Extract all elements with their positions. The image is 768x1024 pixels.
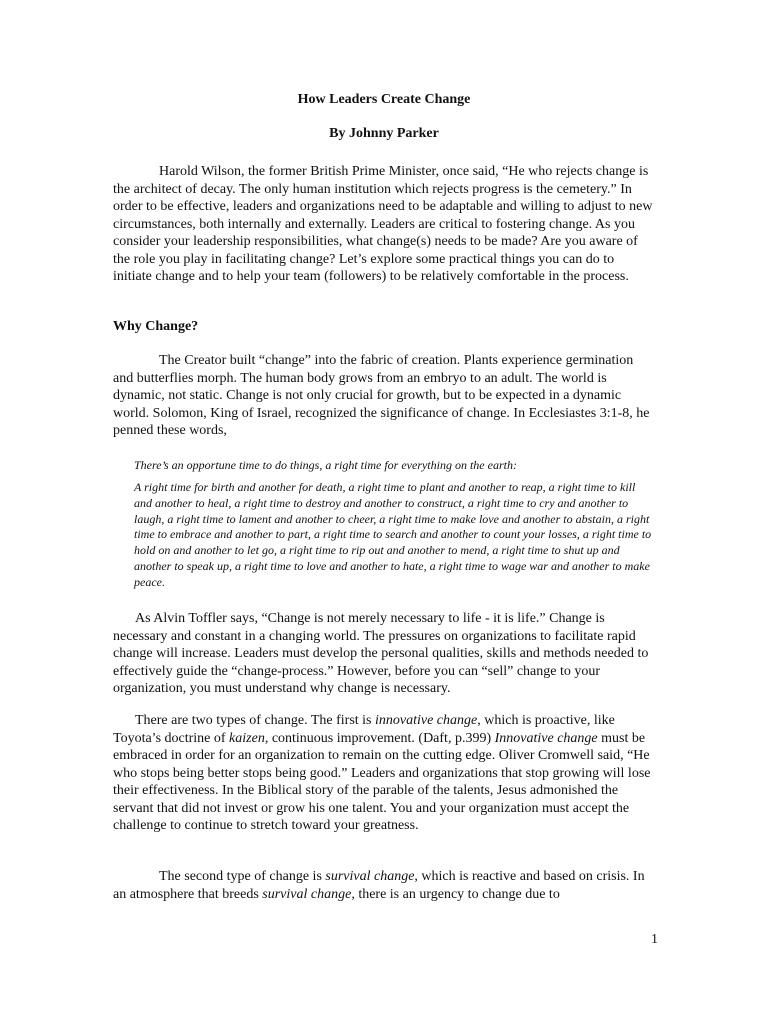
text-run: There are two types of change. The first is xyxy=(135,713,375,728)
term-survival-change: survival change xyxy=(325,869,415,884)
term-survival-change-2: survival change xyxy=(262,886,352,902)
document-author: By Johnny Parker xyxy=(329,126,439,141)
text-run: , there is an urgency to change due to xyxy=(351,886,560,902)
term-kaizen: kaizen xyxy=(229,730,265,746)
text-run: , which is proactive, like Toyota’s doctrine of xyxy=(113,713,615,746)
text-run: The second type of change is xyxy=(159,869,326,884)
text-run: , continuous improvement. (Daft, p.399) xyxy=(264,730,495,746)
innovative-change-paragraph xyxy=(113,712,653,835)
why-change-paragraph: The Creator built “change” into the fabric of creation. Plants experience germination and butterflies morph. The human body grows from an embryo to an adult. The world is dynamic, not static. Change is not only crucial for growth, but to be expected in a dynamic world. Solomon, King of Israel, recognized the significance of change. In Ecclesiastes 3:1-8, he penned these words, xyxy=(113,353,650,438)
quote-intro: There’s an opportune time to do things, a right time for everything on the earth: xyxy=(134,458,517,472)
term-innovative-change: innovative change xyxy=(375,713,478,728)
page-number: 1 xyxy=(651,932,658,947)
section-heading-why-change: Why Change? xyxy=(113,319,199,334)
text-run: must be embraced in order for an organization to remain on the cutting edge. Oliver Cromwell said, “He who stops being better stops being good.” Leaders and organizations that stop growing will lose their effectiveness. In the Biblical story of the parable of the talents, Jesus admonished the servant that did not invest or grow his one talent. You and your organization must accept the challenge to continue to stretch toward your greatness. xyxy=(113,730,651,833)
text-run: , which is reactive and based on crisis. In an atmosphere that breeds xyxy=(113,869,645,902)
toffler-paragraph: As Alvin Toffler says, “Change is not merely necessary to life - it is life.” Change is necessary and constant in a changing world. The pressures on organizations to facilitate rapid change will increase. Leaders must develop the personal qualities, skills and methods needed to effectively guide the “change-process.” However, before you can “sell” change to your organization, you must understand why change is necessary. xyxy=(113,611,649,696)
survival-change-paragraph xyxy=(113,868,653,903)
term-innovative-change-2: Innovative change xyxy=(494,730,598,746)
ecclesiastes-quote: A right time for birth and another for death, a right time to plant and another to reap, a right time to kill and another to heal, a right time to destroy and another to construct, a right time to cry and another to laugh, a right time to lament and another to cheer, a right time to make love and another to abstain, a right time to embrace and another to part, a right time to search and another to count your losses, a right time to hold on and another to let go, a right time to rip out and another to mend, a right time to shut up and another to speak up, a right time to love and another to hate, a right time to wage war and another to make peace. xyxy=(134,480,652,589)
intro-paragraph: Harold Wilson, the former British Prime Minister, once said, “He who rejects change is the architect of decay. The only human institution which rejects progress is the cemetery.” In order to be effective, leaders and organizations need to be adaptable and willing to adjust to new circumstances, both internally and externally. Leaders are critical to fostering change. As you consider your leadership responsibilities, what change(s) needs to be made? Are you aware of the role you play in facilitating change? Let’s explore some practical things you can do to initiate change and to help your team (followers) to be relatively comfortable in the process. xyxy=(113,164,653,284)
document-title: How Leaders Create Change xyxy=(297,92,471,107)
